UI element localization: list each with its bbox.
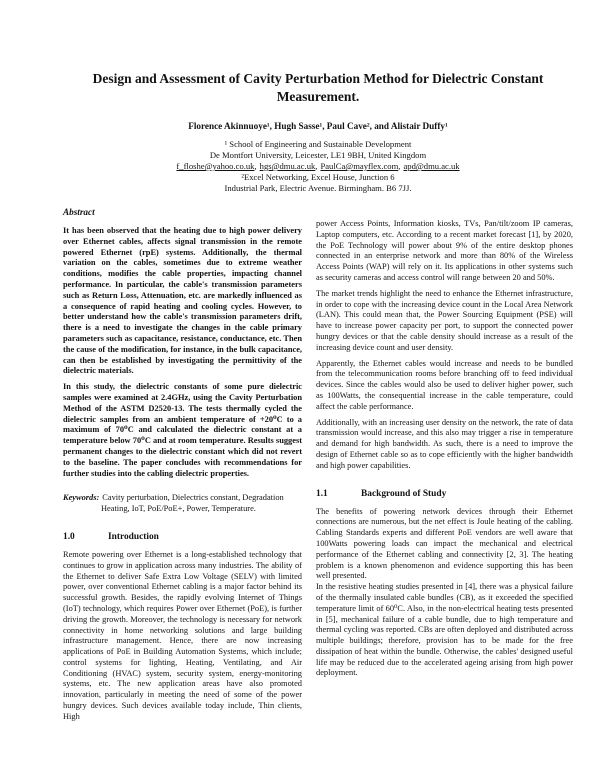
keywords-block — [63, 493, 302, 515]
affiliation-block — [63, 139, 573, 194]
keywords-label: Keywords: — [63, 493, 100, 503]
introduction-paragraph-4: Additionally, with an increasing user density on the network, the rate of data transmission would increase, and this also may trigger a rise in temperature and demand for high bandwidth. As such, there is a need to improve the design of Ethernet cable so as to cope efficiently with the higher bandwidth and high power capabilities. — [316, 417, 573, 470]
section-number: 1.0 — [63, 531, 75, 542]
background-paragraph-1: The benefits of powering network devices through their Ethernet connections are numerous, but the net effect is Joule heating of the cabling. Cabling Standards experts and different PoE vendors are well aware that 100Watts powering loads can impact the mechanical and electrical performance of the Ethernet cabling and connectivity [2, 3]. The heating problem is a known phenomenon and evidence supporting this has been well presented. — [316, 506, 573, 581]
email-link-4[interactable]: apd@dmu.ac.uk — [403, 161, 460, 171]
email-separator: , — [398, 161, 401, 171]
introduction-paragraph-2: The market trends highlight the need to enhance the Ethernet infrastructure, in order to cope with the increasing device count in the Local Area Network (LAN). This could mean that, the Power Sourcing Equipment (PSE) will have to increase power capacity per port, to support the connected power hungry devices or that the cable density should increase as a result of the increasing device count and user density. — [316, 288, 573, 352]
introduction-paragraph-part2: power Access Points, Information kiosks, TVs, Pan/tilt/zoom IP cameras, Laptop computers, etc. According to a recent market forecast [1], by 2020, the PoE Technology will power about 9% of the entire desktop phones connected in an enterprise network and more than 80% of the Wireless Access Points (WAP) will rely on it. Its applications in other systems such as security cameras and access control will range between 20 and 50%. — [316, 219, 573, 282]
section-title: Background of Study — [361, 488, 447, 499]
email-link-2[interactable]: hgs@dmu.ac.uk — [259, 161, 316, 171]
email-link-1[interactable]: f_floshe@yahoo.co.uk — [176, 161, 255, 171]
email-separator: , — [254, 161, 257, 171]
left-column — [63, 207, 302, 728]
affiliation-line-address: Industrial Park, Electric Avenue. Birmingham. B6 7JJ. — [224, 183, 412, 193]
right-column — [316, 207, 573, 728]
section-heading-background — [316, 489, 573, 499]
introduction-paragraph-part1: Remote powering over Ethernet is a long-established technology that continues to grow in application across many industries. The ability of the Ethernet to deliver Safe Extra Low Voltage (SELV) with limited power, over conventional Ethernet cabling is a major factor behind its successful growth. Besides, the rapidly evolving Internet of Things (IoT) technology, which requires Power over Ethernet (PoE), is further driving the growth. Moreover, the technology is necessary for network connectivity in home networking solutions and large building infrastructure management. Hence, there are now increasing applications of PoE in Building Automation Systems, which include; control systems for lighting, Heating, Ventilating, and Air Conditioning (HVAC) system, security system, energy-monitoring systems, etc. The new application areas have also promoted innovation, particularly in meeting the need of some of the power hungry devices. Such devices available today include, Thin clients, High — [63, 549, 302, 721]
section-title: Introduction — [108, 531, 159, 542]
abstract-heading: Abstract — [63, 207, 95, 217]
introduction-paragraph-3: Apparently, the Ethernet cables would increase and needs to be bundled from the telecommunication rooms before branching off to feed individual devices. Since the cables would also be used to deliver higher power, such as 100Watts, the consequential increase in the cable temperature, could affect the cable performance. — [316, 358, 573, 411]
section-heading-introduction — [63, 532, 302, 542]
two-column-body — [63, 207, 573, 728]
email-line — [63, 161, 573, 172]
authors-line: Florence Akinnuoye¹, Hugh Sasse¹, Paul Cave², and Alistair Duffy¹ — [188, 121, 448, 131]
affiliation-line-company: ²Excel Networking, Excel House, Junction 6 — [241, 172, 395, 182]
abstract-paragraph-1: It has been observed that the heating due to high power delivery over Ethernet cables, affects signal transmission in the remote powered Ethernet (rpE) systems. Additionally, the thermal variation on the cables, sometimes due to extreme weather conditions, modifies the cable properties, impacting channel performance. In particular, the cable's transmission parameters such as Return Loss, Attenuation, etc. are markedly influenced as a consequence of rapid heating and cooling cycles. However, to better understand how the cable's transmission parameters drift, there is a need to investigate the changes in the cable primary parameters such as capacitance, resistance, conductance, etc. Then the cause of the modification, for instance, in the bulk capacitance, can then be established by investigating the permittivity of the dielectric materials. — [63, 226, 302, 376]
abstract-paragraph-2: In this study, the dielectric constants of some pure dielectric samples were examined at 2.4GHz, using the Cavity Perturbation Method of the ASTM D2520-13. The tests thermally cycled the dielectric samples from an ambient temperature of +20⁰C to a maximum of 70⁰C and calculated the dielectric constant at a temperature below 70⁰C and at room temperature. Results suggest permanent changes to the dielectric constant which did not revert to the baseline. The paper concludes with recommendations for further studies into the cabling dielectric properties. — [63, 382, 302, 478]
affiliation-line-school: ¹ School of Engineering and Sustainable Development — [224, 139, 412, 149]
background-paragraph-2: In the resistive heating studies presented in [4], there was a physical failure of the thermally insulated cable bundles (CB), as it exceeded the specified temperature limit of 60⁰C. Also, in the non-electrical heating tests presented in [5], mechanical failure of a cable bundle, due to high temperature and thermal cycling was reported. CBs are often deployed and distributed across multiple buildings; therefore, provision has to be made for the free dissipation of heat within the bundle. Otherwise, the cables' designed useful life may be reduced due to the accelerated ageing arising from high power deployment. — [316, 582, 573, 678]
affiliation-line-university: De Montfort University, Leicester, LE1 9BH, United Kingdom — [209, 150, 427, 160]
email-separator: , — [315, 161, 318, 171]
keywords-text: Cavity perturbation, Dielectrics constant, Degradation Heating, IoT, PoE/PoE+, Power, Temperature. — [101, 493, 284, 514]
email-link-3[interactable]: PaulCa@mayflex.com — [320, 161, 399, 171]
section-number: 1.1 — [316, 488, 328, 499]
paper-title: Design and Assessment of Cavity Perturbation Method for Dielectric Constant Measurement. — [92, 71, 544, 104]
